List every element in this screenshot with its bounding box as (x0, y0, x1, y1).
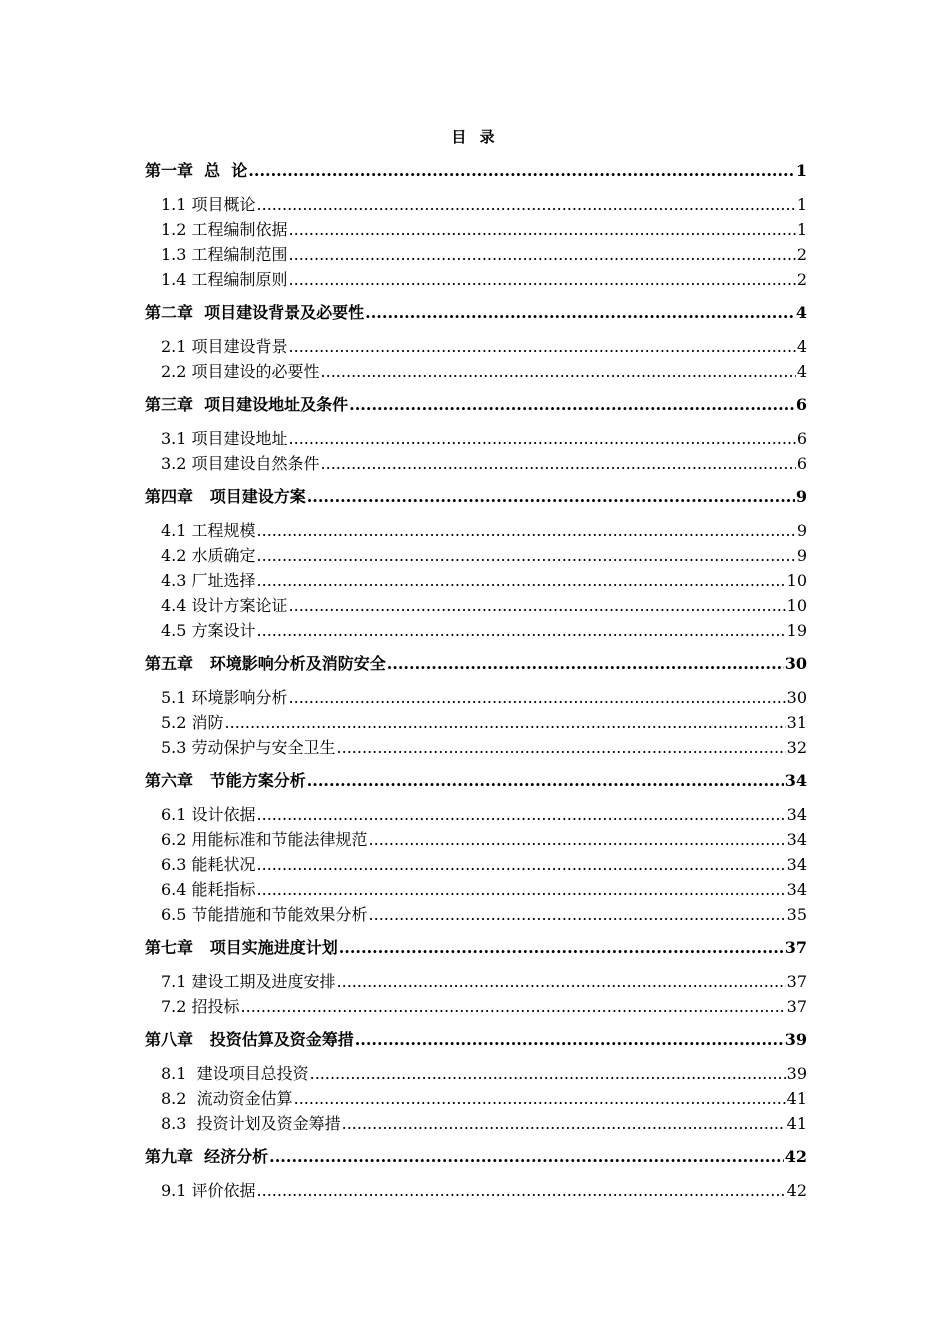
dot-leader (337, 735, 786, 760)
toc-page-number: 6 (796, 454, 807, 473)
toc-page-number: 10 (786, 571, 807, 590)
toc-section-entry[interactable] (145, 242, 807, 267)
dot-leader (339, 935, 784, 961)
dot-leader (369, 902, 786, 927)
toc-entry-label: 第七章 项目实施进度计划 (145, 938, 338, 957)
dot-leader (289, 593, 786, 618)
toc-page-number: 4 (796, 337, 807, 356)
toc-section-entry[interactable] (145, 1086, 807, 1111)
dot-leader (321, 451, 796, 476)
toc-section-entry[interactable] (145, 217, 807, 242)
toc-page-number: 34 (786, 830, 807, 849)
toc-page-number: 30 (784, 654, 807, 673)
toc-entry-label: 4.4 设计方案论证 (161, 596, 288, 615)
toc-entry-label: 2.2 项目建设的必要性 (161, 362, 320, 381)
toc-page-number: 30 (786, 688, 807, 707)
table-of-contents (145, 158, 807, 1203)
toc-entry-label: 6.1 设计依据 (161, 805, 256, 824)
toc-page-number: 41 (786, 1114, 807, 1133)
toc-section-entry[interactable] (145, 877, 807, 902)
toc-page-number: 6 (796, 429, 807, 448)
toc-page-number: 37 (786, 997, 807, 1016)
toc-section-entry[interactable] (145, 685, 807, 710)
dot-leader (349, 392, 795, 418)
toc-entry-label: 8.1 建设项目总投资 (161, 1064, 309, 1083)
toc-chapter-entry[interactable] (145, 1027, 807, 1053)
toc-entry-label: 6.5 节能措施和节能效果分析 (161, 905, 368, 924)
toc-section-entry[interactable] (145, 827, 807, 852)
toc-page-number: 1 (796, 220, 807, 239)
dot-leader (321, 359, 796, 384)
toc-entry-label: 7.2 招投标 (161, 997, 240, 1016)
toc-page-number: 31 (786, 713, 807, 732)
dot-leader (257, 1178, 786, 1203)
toc-page-number: 10 (786, 596, 807, 615)
toc-entry-label: 3.2 项目建设自然条件 (161, 454, 320, 473)
dot-leader (289, 334, 796, 359)
toc-chapter-entry[interactable] (145, 935, 807, 961)
dot-leader (289, 267, 796, 292)
toc-page-number: 4 (796, 362, 807, 381)
toc-entry-label: 4.2 水质确定 (161, 546, 256, 565)
dot-leader (369, 827, 786, 852)
toc-section-entry[interactable] (145, 568, 807, 593)
toc-chapter-entry[interactable] (145, 651, 807, 677)
toc-title: 目 录 (451, 128, 499, 146)
toc-page-number: 42 (784, 1147, 807, 1166)
toc-section-entry[interactable] (145, 802, 807, 827)
toc-section-entry[interactable] (145, 1178, 807, 1203)
toc-entry-label: 第三章 项目建设地址及条件 (145, 395, 349, 414)
toc-page-number: 35 (786, 905, 807, 924)
toc-chapter-entry[interactable] (145, 484, 807, 510)
toc-chapter-entry[interactable] (145, 1144, 807, 1170)
toc-section-entry[interactable] (145, 618, 807, 643)
toc-page-number: 34 (786, 880, 807, 899)
dot-leader (257, 543, 796, 568)
toc-section-entry[interactable] (145, 902, 807, 927)
dot-leader (257, 618, 786, 643)
toc-page-number: 34 (786, 805, 807, 824)
dot-leader (257, 568, 786, 593)
toc-page-number: 6 (795, 395, 807, 414)
toc-chapter-entry[interactable] (145, 158, 807, 184)
dot-leader (241, 994, 786, 1019)
dot-leader (337, 969, 786, 994)
toc-entry-label: 6.2 用能标准和节能法律规范 (161, 830, 368, 849)
dot-leader (387, 651, 784, 677)
toc-page-number: 1 (796, 195, 807, 214)
dot-leader (310, 1061, 786, 1086)
toc-section-entry[interactable] (145, 518, 807, 543)
toc-page-number: 1 (795, 161, 807, 180)
toc-page-number: 37 (784, 938, 807, 957)
toc-entry-label: 第九章 经济分析 (145, 1147, 269, 1166)
toc-entry-label: 5.3 劳动保护与安全卫生 (161, 738, 336, 757)
toc-section-entry[interactable] (145, 267, 807, 292)
toc-entry-label: 1.1 项目概论 (161, 195, 256, 214)
toc-page-number: 34 (786, 855, 807, 874)
toc-entry-label: 第五章 环境影响分析及消防安全 (145, 654, 386, 673)
toc-entry-label: 5.1 环境影响分析 (161, 688, 288, 707)
toc-entry-label: 7.1 建设工期及进度安排 (161, 972, 336, 991)
dot-leader (289, 242, 796, 267)
dot-leader (257, 802, 786, 827)
toc-entry-label: 4.5 方案设计 (161, 621, 256, 640)
dot-leader (257, 852, 786, 877)
toc-section-entry[interactable] (145, 192, 807, 217)
dot-leader (307, 484, 795, 510)
toc-page-number: 9 (796, 521, 807, 540)
toc-entry-label: 第八章 投资估算及资金筹措 (145, 1030, 354, 1049)
toc-entry-label: 1.3 工程编制范围 (161, 245, 288, 264)
dot-leader (225, 710, 786, 735)
toc-entry-label: 3.1 项目建设地址 (161, 429, 288, 448)
toc-page-number: 39 (784, 1030, 807, 1049)
toc-section-entry[interactable] (145, 735, 807, 760)
dot-leader (307, 768, 784, 794)
toc-entry-label: 第一章 总 论 (145, 161, 248, 180)
toc-entry-label: 8.3 投资计划及资金筹措 (161, 1114, 341, 1133)
dot-leader (355, 1027, 784, 1053)
toc-page-number: 41 (786, 1089, 807, 1108)
dot-leader (257, 192, 796, 217)
toc-entry-label: 1.2 工程编制依据 (161, 220, 288, 239)
toc-entry-label: 4.1 工程规模 (161, 521, 256, 540)
toc-section-entry[interactable] (145, 852, 807, 877)
dot-leader (257, 877, 786, 902)
toc-entry-label: 6.3 能耗状况 (161, 855, 256, 874)
dot-leader (342, 1111, 786, 1136)
toc-entry-label: 4.3 厂址选择 (161, 571, 256, 590)
toc-page-number: 34 (784, 771, 807, 790)
toc-page-number: 9 (796, 546, 807, 565)
toc-entry-label: 8.2 流动资金估算 (161, 1089, 293, 1108)
dot-leader (294, 1086, 786, 1111)
dot-leader (289, 426, 796, 451)
toc-page-number: 2 (796, 270, 807, 289)
toc-section-entry[interactable] (145, 994, 807, 1019)
toc-section-entry[interactable] (145, 969, 807, 994)
dot-leader (269, 1144, 784, 1170)
toc-page-number: 19 (786, 621, 807, 640)
dot-leader (248, 158, 795, 184)
toc-section-entry[interactable] (145, 334, 807, 359)
toc-section-entry[interactable] (145, 710, 807, 735)
toc-page-number: 9 (795, 487, 807, 506)
toc-entry-label: 第四章 项目建设方案 (145, 487, 306, 506)
toc-entry-label: 5.2 消防 (161, 713, 224, 732)
toc-entry-label: 6.4 能耗指标 (161, 880, 256, 899)
toc-page-number: 37 (786, 972, 807, 991)
toc-section-entry[interactable] (145, 1061, 807, 1086)
toc-entry-label: 9.1 评价依据 (161, 1181, 256, 1200)
dot-leader (257, 518, 796, 543)
dot-leader (289, 685, 786, 710)
toc-page-number: 4 (795, 303, 807, 322)
toc-section-entry[interactable] (145, 426, 807, 451)
toc-section-entry[interactable] (145, 543, 807, 568)
toc-chapter-entry[interactable] (145, 300, 807, 326)
toc-section-entry[interactable] (145, 359, 807, 384)
toc-section-entry[interactable] (145, 593, 807, 618)
toc-page-number: 39 (786, 1064, 807, 1083)
toc-page-number: 2 (796, 245, 807, 264)
toc-entry-label: 2.1 项目建设背景 (161, 337, 288, 356)
toc-page-number: 32 (786, 738, 807, 757)
toc-chapter-entry[interactable] (145, 768, 807, 794)
toc-entry-label: 第六章 节能方案分析 (145, 771, 306, 790)
toc-entry-label: 第二章 项目建设背景及必要性 (145, 303, 365, 322)
toc-section-entry[interactable] (145, 1111, 807, 1136)
toc-chapter-entry[interactable] (145, 392, 807, 418)
dot-leader (289, 217, 796, 242)
toc-section-entry[interactable] (145, 451, 807, 476)
toc-page-number: 42 (786, 1181, 807, 1200)
dot-leader (365, 300, 795, 326)
toc-entry-label: 1.4 工程编制原则 (161, 270, 288, 289)
